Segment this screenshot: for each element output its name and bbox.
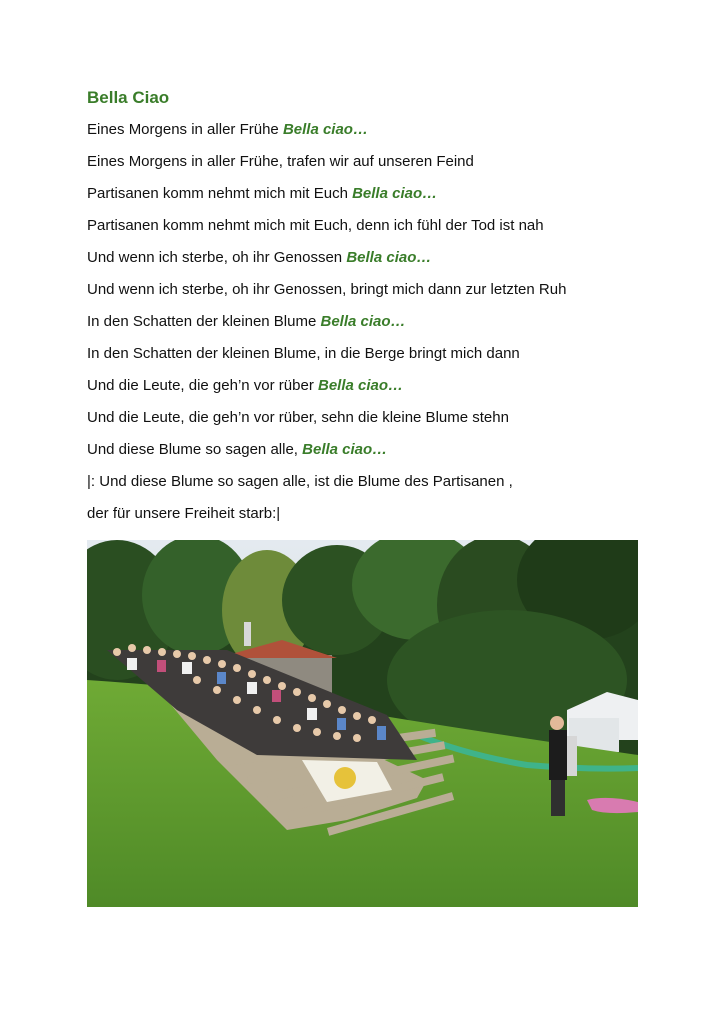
lyric-line bbox=[87, 152, 687, 172]
lyric-text: der für unsere Freiheit starb:| bbox=[87, 505, 281, 522]
lyric-line bbox=[87, 248, 687, 268]
lyric-line bbox=[87, 184, 687, 204]
lyric-text: Und die Leute, die geh’n vor rüber, sehn die kleine Blume stehn bbox=[87, 409, 509, 426]
refrain-text: Bella ciao… bbox=[320, 313, 406, 330]
lyrics-block bbox=[87, 120, 687, 536]
refrain-text: Bella ciao… bbox=[302, 441, 388, 458]
lyric-line bbox=[87, 120, 687, 140]
lyric-line bbox=[87, 408, 687, 428]
refrain-text: Bella ciao… bbox=[317, 377, 404, 394]
lyric-line bbox=[87, 376, 687, 396]
lyric-line bbox=[87, 472, 687, 492]
refrain-text: Bella ciao… bbox=[352, 185, 438, 202]
lyric-text: |: Und diese Blume so sagen alle, ist die Blume des Partisanen , bbox=[87, 473, 513, 490]
lyric-line bbox=[87, 280, 687, 300]
lyric-text: Eines Morgens in aller Frühe bbox=[87, 121, 283, 138]
refrain-text: Bella ciao… bbox=[282, 121, 368, 138]
lyric-text: Eines Morgens in aller Frühe, trafen wir auf unseren Feind bbox=[87, 153, 474, 170]
lyric-text: Partisanen komm nehmt mich mit Euch, denn ich fühl der Tod ist nah bbox=[87, 217, 544, 234]
lyric-line bbox=[87, 312, 687, 332]
song-title: Bella Ciao bbox=[87, 88, 170, 107]
lyric-text: Und wenn ich sterbe, oh ihr Genossen bbox=[87, 249, 347, 266]
group-photo bbox=[87, 540, 638, 907]
lyric-line bbox=[87, 216, 687, 236]
lyric-line bbox=[87, 504, 687, 524]
lyric-text: In den Schatten der kleinen Blume, in die Berge bringt mich dann bbox=[87, 345, 520, 362]
lyric-line bbox=[87, 440, 687, 460]
lyric-text: Und die Leute, die geh’n vor rüber bbox=[87, 377, 318, 394]
lyric-text: Und wenn ich sterbe, oh ihr Genossen, bringt mich dann zur letzten Ruh bbox=[87, 281, 567, 298]
lyric-line bbox=[87, 344, 687, 364]
lyric-text: Und diese Blume so sagen alle, bbox=[87, 441, 303, 458]
lyric-text: Partisanen komm nehmt mich mit Euch bbox=[87, 185, 353, 202]
lyric-text: In den Schatten der kleinen Blume bbox=[87, 313, 321, 330]
refrain-text: Bella ciao… bbox=[346, 249, 432, 266]
